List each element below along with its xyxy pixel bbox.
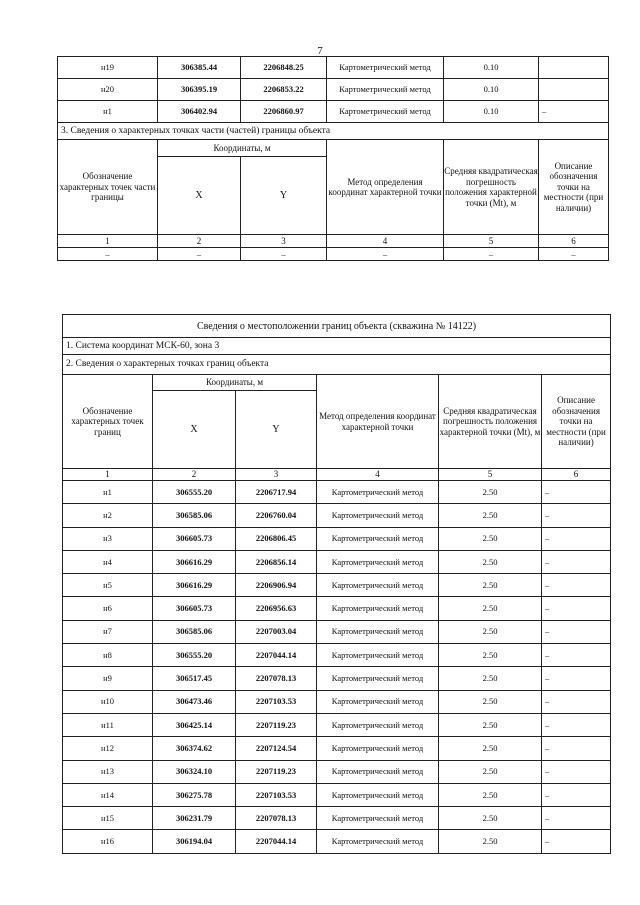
section1-row: [63, 338, 611, 355]
point-cell: н4: [63, 550, 153, 573]
table-row: [63, 550, 611, 573]
column-number: 1: [58, 235, 158, 248]
point-cell: н2: [63, 504, 153, 527]
table-row: [63, 667, 611, 690]
column-number: 2: [153, 469, 236, 481]
x-cell: 306231.79: [153, 807, 236, 830]
table-row: [63, 690, 611, 713]
accuracy-cell: 2.50: [439, 667, 542, 690]
table-row: [63, 574, 611, 597]
point-cell: н3: [63, 527, 153, 550]
y-cell: 2207078.13: [236, 667, 317, 690]
y-cell: 2206853.22: [241, 79, 327, 101]
accuracy-cell: 2.50: [439, 481, 542, 504]
method-cell: Картометрический метод: [317, 481, 439, 504]
method-cell: Картометрический метод: [327, 57, 444, 79]
empty-cell: –: [58, 248, 158, 261]
point-cell: н16: [63, 830, 153, 853]
accuracy-cell: 2.50: [439, 504, 542, 527]
description-cell: –: [542, 690, 611, 713]
accuracy-cell: 0.10: [444, 79, 539, 101]
header-method: Метод определения координат характерной точки: [317, 375, 439, 469]
y-cell: 2207103.53: [236, 783, 317, 806]
point-cell: н15: [63, 807, 153, 830]
column-number: 2: [158, 235, 241, 248]
description-cell: [539, 79, 609, 101]
header-coords: Координаты, м: [153, 375, 317, 391]
point-cell: н1: [63, 481, 153, 504]
description-cell: –: [542, 574, 611, 597]
empty-row: [58, 248, 609, 261]
point-cell: н12: [63, 737, 153, 760]
column-number: 6: [542, 469, 611, 481]
table-title: Сведения о местоположении границ объекта (скважина № 14122): [63, 315, 611, 338]
y-cell: 2206906.94: [236, 574, 317, 597]
header-x: X: [153, 391, 236, 469]
column-number: 5: [444, 235, 539, 248]
point-cell: н19: [58, 57, 158, 79]
y-cell: 2207119.23: [236, 713, 317, 736]
method-cell: Картометрический метод: [317, 667, 439, 690]
x-cell: 306194.04: [153, 830, 236, 853]
x-cell: 306605.73: [153, 527, 236, 550]
method-cell: Картометрический метод: [327, 79, 444, 101]
y-cell: 2206848.25: [241, 57, 327, 79]
method-cell: Картометрический метод: [317, 807, 439, 830]
point-cell: н11: [63, 713, 153, 736]
y-cell: 2207003.04: [236, 620, 317, 643]
section3-row: [58, 123, 609, 140]
table-row: [58, 101, 609, 123]
description-cell: –: [542, 783, 611, 806]
table-row: [63, 527, 611, 550]
header-row-1: [58, 140, 609, 157]
table-row: [63, 737, 611, 760]
y-cell: 2207119.23: [236, 760, 317, 783]
point-cell: н5: [63, 574, 153, 597]
header-method: Метод определения координат характерной точки: [327, 140, 444, 235]
table-row: [63, 830, 611, 853]
table-row: [63, 644, 611, 667]
header-row-1: [63, 375, 611, 391]
section3-title: 3. Сведения о характерных точках части (частей) границы объекта: [58, 123, 609, 140]
point-cell: н9: [63, 667, 153, 690]
table-row: [63, 760, 611, 783]
header-y: Y: [241, 157, 327, 235]
accuracy-cell: 2.50: [439, 597, 542, 620]
empty-cell: –: [327, 248, 444, 261]
title-row: [63, 315, 611, 338]
x-cell: 306385.44: [158, 57, 241, 79]
method-cell: Картометрический метод: [317, 713, 439, 736]
column-number-row: [63, 469, 611, 481]
method-cell: Картометрический метод: [317, 644, 439, 667]
header-accuracy: Средняя квадратическая погрешность положения характерной точки (Мt), м: [439, 375, 542, 469]
x-cell: 306275.78: [153, 783, 236, 806]
column-number: 5: [439, 469, 542, 481]
section2-title: 2. Сведения о характерных точках границ объекта: [63, 355, 611, 375]
point-cell: н1: [58, 101, 158, 123]
point-cell: н8: [63, 644, 153, 667]
method-cell: Картометрический метод: [317, 597, 439, 620]
y-cell: 2206760.04: [236, 504, 317, 527]
x-cell: 306395.19: [158, 79, 241, 101]
accuracy-cell: 2.50: [439, 830, 542, 853]
accuracy-cell: 2.50: [439, 690, 542, 713]
accuracy-cell: 2.50: [439, 713, 542, 736]
y-cell: 2206860.97: [241, 101, 327, 123]
point-cell: н10: [63, 690, 153, 713]
accuracy-cell: 2.50: [439, 550, 542, 573]
y-cell: 2207103.53: [236, 690, 317, 713]
description-cell: –: [542, 481, 611, 504]
header-coords: Координаты, м: [158, 140, 327, 157]
description-cell: –: [542, 527, 611, 550]
accuracy-cell: 0.10: [444, 101, 539, 123]
column-number-row: [58, 235, 609, 248]
description-cell: –: [542, 667, 611, 690]
description-cell: –: [542, 620, 611, 643]
table-row: [58, 57, 609, 79]
description-cell: [539, 57, 609, 79]
point-cell: н7: [63, 620, 153, 643]
description-cell: –: [542, 504, 611, 527]
accuracy-cell: 2.50: [439, 737, 542, 760]
x-cell: 306425.14: [153, 713, 236, 736]
header-point: Обозначение характерных точек части границы: [58, 140, 158, 235]
description-cell: –: [542, 550, 611, 573]
column-number: 6: [539, 235, 609, 248]
y-cell: 2206717.94: [236, 481, 317, 504]
column-number: 3: [236, 469, 317, 481]
x-cell: 306616.29: [153, 574, 236, 597]
accuracy-cell: 2.50: [439, 760, 542, 783]
bottom-boundary-table: [62, 314, 611, 854]
y-cell: 2207044.14: [236, 830, 317, 853]
x-cell: 306517.45: [153, 667, 236, 690]
description-cell: –: [542, 830, 611, 853]
page-number: 7: [317, 45, 323, 57]
description-cell: –: [542, 807, 611, 830]
table-row: [63, 783, 611, 806]
point-cell: н14: [63, 783, 153, 806]
description-cell: –: [539, 101, 609, 123]
table-row: [63, 504, 611, 527]
x-cell: 306585.06: [153, 504, 236, 527]
table-row: [63, 481, 611, 504]
description-cell: –: [542, 713, 611, 736]
table-row: [63, 597, 611, 620]
method-cell: Картометрический метод: [317, 504, 439, 527]
accuracy-cell: 2.50: [439, 807, 542, 830]
column-number: 1: [63, 469, 153, 481]
header-description: Описание обозначения точки на местности (при наличии): [539, 140, 609, 235]
column-number: 4: [317, 469, 439, 481]
column-number: 4: [327, 235, 444, 248]
x-cell: 306616.29: [153, 550, 236, 573]
header-x: X: [158, 157, 241, 235]
y-cell: 2207124.54: [236, 737, 317, 760]
method-cell: Картометрический метод: [317, 737, 439, 760]
section1-title: 1. Система координат МСК-60, зона 3: [63, 338, 611, 355]
y-cell: 2206806.45: [236, 527, 317, 550]
empty-cell: –: [539, 248, 609, 261]
section2-row: [63, 355, 611, 375]
accuracy-cell: 2.50: [439, 644, 542, 667]
method-cell: Картометрический метод: [317, 830, 439, 853]
x-cell: 306324.10: [153, 760, 236, 783]
point-cell: н20: [58, 79, 158, 101]
table-row: [63, 620, 611, 643]
table-row: [58, 79, 609, 101]
description-cell: –: [542, 737, 611, 760]
top-boundary-table: [57, 56, 609, 261]
empty-cell: –: [444, 248, 539, 261]
accuracy-cell: 2.50: [439, 783, 542, 806]
x-cell: 306605.73: [153, 597, 236, 620]
empty-cell: –: [158, 248, 241, 261]
y-cell: 2207078.13: [236, 807, 317, 830]
method-cell: Картометрический метод: [317, 550, 439, 573]
table-row: [63, 713, 611, 736]
point-cell: н6: [63, 597, 153, 620]
description-cell: –: [542, 597, 611, 620]
x-cell: 306555.20: [153, 644, 236, 667]
method-cell: Картометрический метод: [317, 760, 439, 783]
description-cell: –: [542, 644, 611, 667]
x-cell: 306402.94: [158, 101, 241, 123]
y-cell: 2206856.14: [236, 550, 317, 573]
y-cell: 2207044.14: [236, 644, 317, 667]
x-cell: 306585.06: [153, 620, 236, 643]
table-row: [63, 807, 611, 830]
y-cell: 2206956.63: [236, 597, 317, 620]
column-number: 3: [241, 235, 327, 248]
header-y: Y: [236, 391, 317, 469]
empty-cell: –: [241, 248, 327, 261]
point-cell: н13: [63, 760, 153, 783]
description-cell: –: [542, 760, 611, 783]
method-cell: Картометрический метод: [317, 527, 439, 550]
x-cell: 306473.46: [153, 690, 236, 713]
x-cell: 306555.20: [153, 481, 236, 504]
accuracy-cell: 2.50: [439, 574, 542, 597]
method-cell: Картометрический метод: [327, 101, 444, 123]
method-cell: Картометрический метод: [317, 574, 439, 597]
header-accuracy: Средняя квадратическая погрешность положения характерной точки (Мt), м: [444, 140, 539, 235]
method-cell: Картометрический метод: [317, 690, 439, 713]
accuracy-cell: 0.10: [444, 57, 539, 79]
accuracy-cell: 2.50: [439, 620, 542, 643]
accuracy-cell: 2.50: [439, 527, 542, 550]
x-cell: 306374.62: [153, 737, 236, 760]
header-point: Обозначение характерных точек границ: [63, 375, 153, 469]
method-cell: Картометрический метод: [317, 783, 439, 806]
method-cell: Картометрический метод: [317, 620, 439, 643]
header-description: Описание обозначения точки на местности (при наличии): [542, 375, 611, 469]
